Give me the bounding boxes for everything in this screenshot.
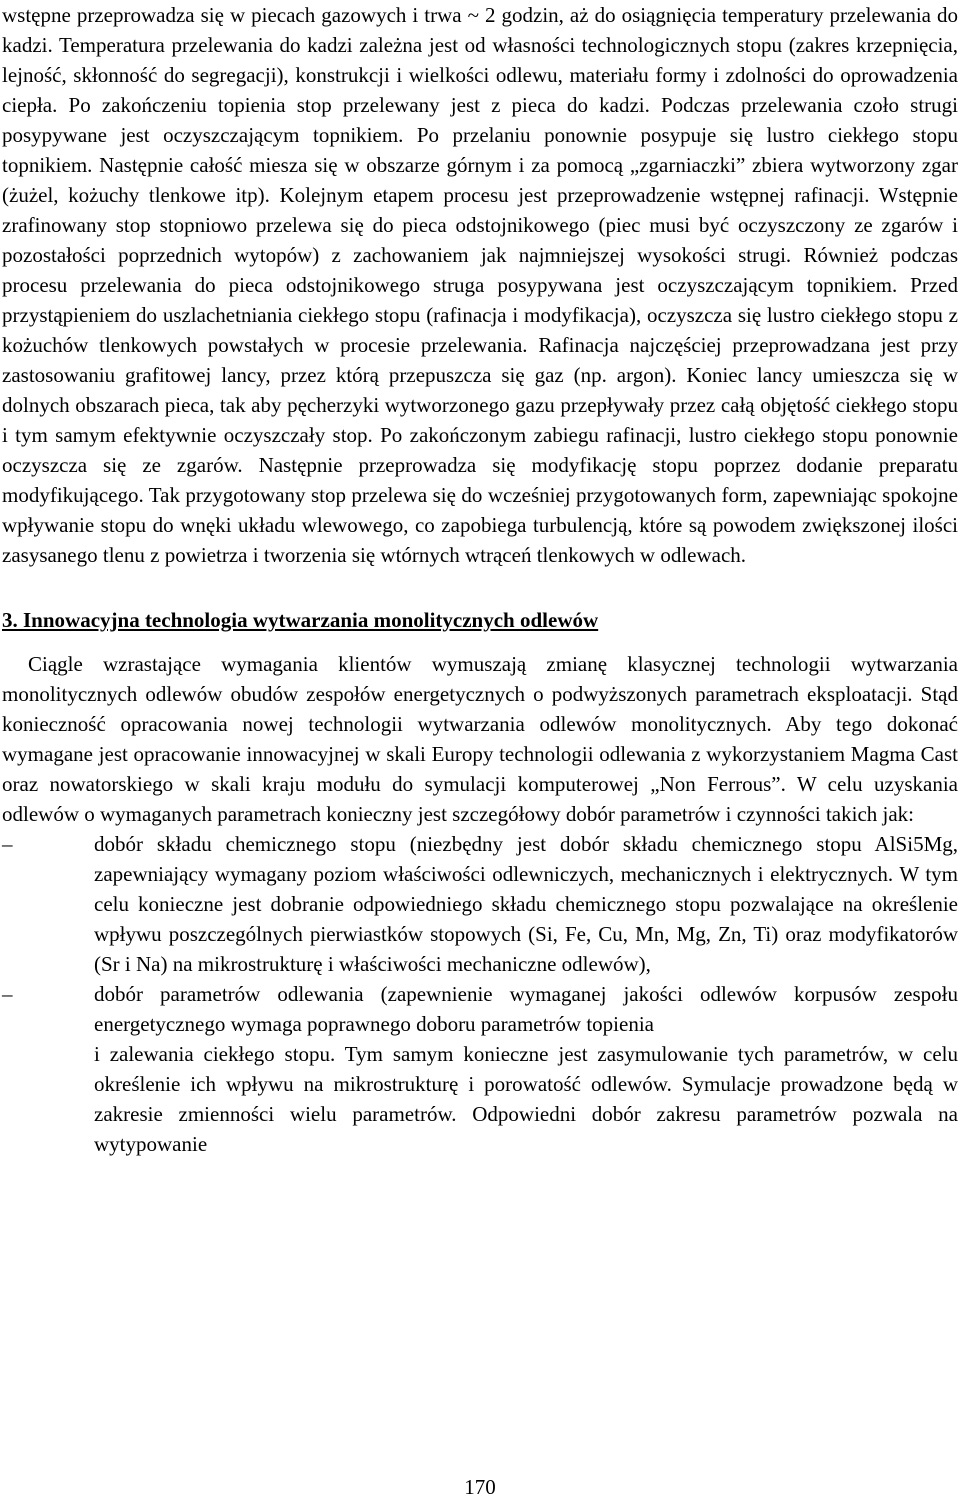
list-item-text: dobór parametrów odlewania (zapewnienie wymaganej jakości odlewów korpusów zespołu energetycznego wymaga poprawnego doboru parametrów topienia bbox=[94, 982, 958, 1036]
list-item bbox=[2, 979, 958, 1159]
list-item-text-continued: i zalewania ciekłego stopu. Tym samym konieczne jest zasymulowanie tych parametrów, w celu określenie ich wpływu na mikrostrukturę i porowatość odlewów. Symulacje prowadzone będą w zakresie zmienności wielu parametrów. Odpowiedni dobór zakresu parametrów pozwala na wytypowanie bbox=[94, 1042, 958, 1156]
intro-paragraph: wstępne przeprowadza się w piecach gazowych i trwa ~ 2 godzin, aż do osiągnięcia temperatury przelewania do kadzi. Temperatura przelewania do kadzi zależna jest od własności technologicznych stopu (zakres krzepnięcia, lejność, skłonność do segregacji), konstrukcji i wielkości odlewu, materiału formy i zdolności do oprowadzenia ciepła. Po zakończeniu topienia stop przelewany jest z pieca do kadzi. Podczas przelewania czoło strugi posypywane jest oczyszczającym topnikiem. Po przelaniu ponownie posypuje się lustro ciekłego stopu topnikiem. Następnie całość miesza się w obszarze górnym i za pomocą „zgarniaczki” zbiera wytworzony zgar (żużel, kożuchy tlenkowe itp). Kolejnym etapem procesu jest przeprowadzenie wstępnej rafinacji. Wstępnie zrafinowany stop stopniowo przelewa się do pieca odstojnikowego (piec musi być oczyszczony ze zgarów i pozostałości poprzednich wytopów) z zachowaniem jak najmniejszej wysokości strugi. Również podczas procesu przelewania do pieca odstojnikowego struga posypywana jest oczyszczającym topnikiem. Przed przystąpieniem do uszlachetniania ciekłego stopu (rafinacja i modyfikacja), oczyszcza się lustro ciekłego stopu z kożuchów tlenkowych powstałych w procesie przelewania. Rafinacja najczęściej przeprowadzana jest przy zastosowaniu grafitowej lancy, przez którą przepuszcza się gaz (np. argon). Koniec lancy umieszcza się w dolnych obszarach pieca, tak aby pęcherzyki wytworzonego gazu przepływały przez całą objętość ciekłego stopu i tym samym efektywnie oczyszczały stop. Po zakończonym zabiegu rafinacji, lustro ciekłego stopu ponownie oczyszcza się ze zgarów. Następnie przeprowadza się modyfikację stopu poprzez dodanie preparatu modyfikującego. Tak przygotowany stop przelewa się do wcześniej przygotowanych form, zapewniając spokojne wpływanie stopu do wnęki układu wlewowego, co zapobiega turbulencją, które są powodem zwiększonej ilości zasysanego tlenu z powietrza i tworzenia się wtórnych wtrąceń tlenkowych w odlewach. bbox=[2, 3, 958, 567]
dash-bullet: – bbox=[2, 832, 13, 856]
parameter-list bbox=[2, 829, 958, 1159]
page-number: 170 bbox=[464, 1475, 496, 1499]
list-item-text: dobór składu chemicznego stopu (niezbędny jest dobór składu chemicznego stopu AlSi5Mg, zapewniający wymagany poziom właściwości odlewniczych, mechanicznych i elektrycznych. W tym celu konieczne jest dobranie odpowiedniego składu chemicznego stopu pozwalające na określenie wpływu poszczególnych pierwiastków stopowych (Si, Fe, Cu, Mn, Mg, Zn, Ti) oraz modyfikatorów (Sr i Na) na mikrostrukturę i właściwości mechaniczne odlewów), bbox=[94, 832, 958, 976]
list-item bbox=[2, 829, 958, 979]
section-body-paragraph: Ciągle wzrastające wymagania klientów wymuszają zmianę klasycznej technologii wytwarzania monolitycznych odlewów obudów zespołów energetycznych o podwyższonych parametrach eksploatacji. Stąd konieczność opracowania nowej technologii wytwarzania odlewów monolitycznych. Aby tego dokonać wymagane jest opracowanie innowacyjnej w skali Europy technologii odlewania z wykorzystaniem Magma Cast oraz nowatorskiego w skali kraju modułu do symulacji komputerowej „Non Ferrous”. W celu uzyskania odlewów o wymaganych parametrach konieczny jest szczegółowy dobór parametrów i czynności takich jak: bbox=[2, 652, 958, 826]
section-heading: 3. Innowacyjna technologia wytwarzania monolitycznych odlewów bbox=[2, 608, 599, 632]
dash-bullet: – bbox=[2, 982, 13, 1006]
